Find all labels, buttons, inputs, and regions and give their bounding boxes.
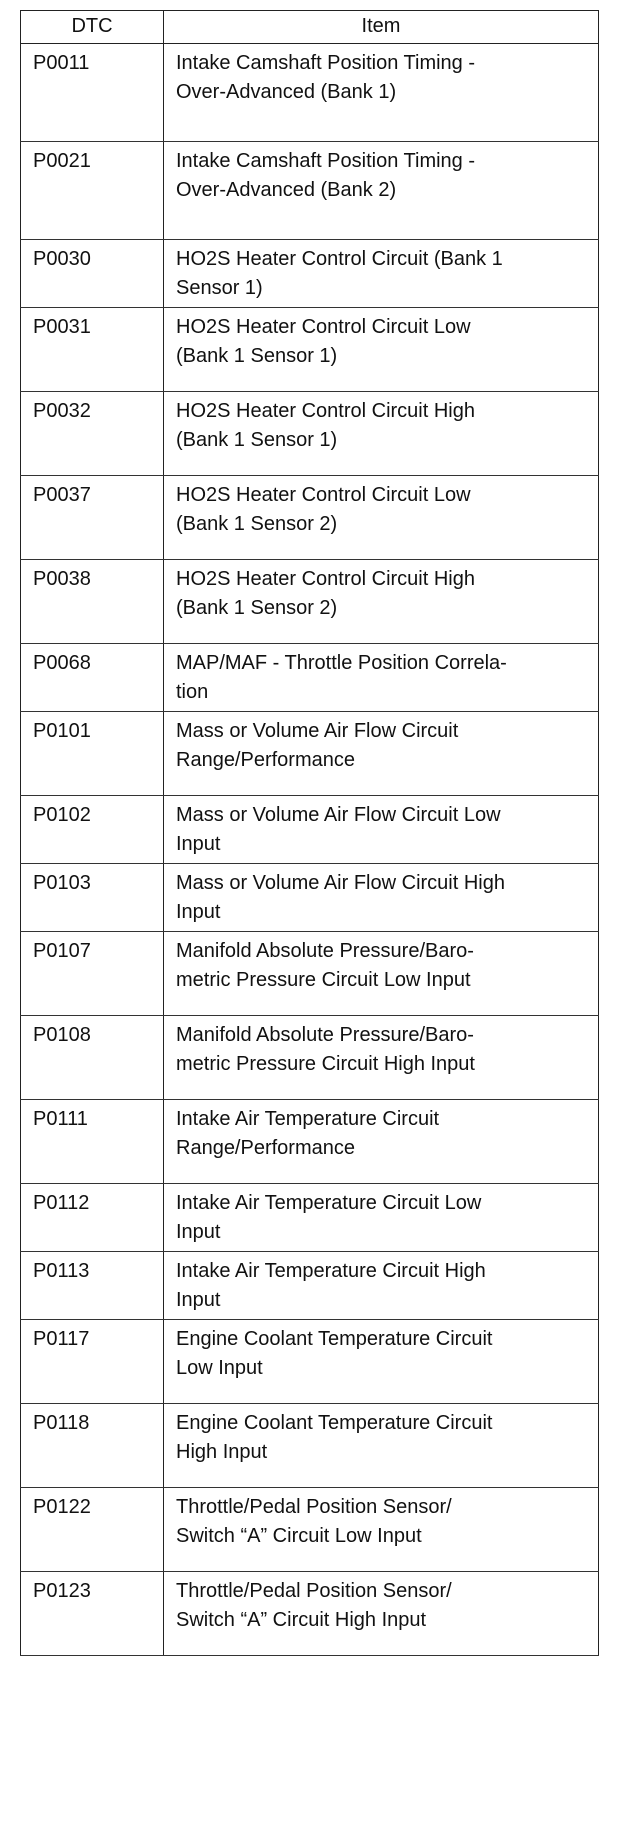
table-row xyxy=(21,1100,599,1184)
item-description-cell xyxy=(164,1488,599,1572)
item-description-cell xyxy=(164,1404,599,1488)
item-description-line: (Bank 1 Sensor 2) xyxy=(176,597,338,619)
dtc-code: P0123 xyxy=(33,1580,91,1602)
item-description-cell xyxy=(164,392,599,476)
item-description-cell xyxy=(164,712,599,796)
table-row xyxy=(21,1016,599,1100)
item-description-line: Intake Camshaft Position Timing - xyxy=(176,52,476,74)
item-description xyxy=(164,712,598,775)
item-description-cell xyxy=(164,864,599,932)
item-description-line: metric Pressure Circuit High Input xyxy=(176,1053,475,1075)
dtc-code-cell xyxy=(21,1184,164,1252)
dtc-code-cell xyxy=(21,1100,164,1184)
dtc-code: P0038 xyxy=(33,568,91,590)
table-row xyxy=(21,560,599,644)
item-description-line: Engine Coolant Temperature Circuit xyxy=(176,1328,493,1350)
dtc-code-cell xyxy=(21,308,164,392)
dtc-code: P0037 xyxy=(33,484,91,506)
item-description-line: HO2S Heater Control Circuit Low xyxy=(176,316,471,338)
dtc-code: P0108 xyxy=(33,1024,91,1046)
item-description-cell xyxy=(164,142,599,240)
dtc-code: P0118 xyxy=(33,1412,90,1434)
item-description xyxy=(164,44,598,107)
item-description-line: Sensor 1) xyxy=(176,277,263,299)
item-description-line: (Bank 1 Sensor 1) xyxy=(176,429,338,451)
item-description-line: Over-Advanced (Bank 2) xyxy=(176,179,397,201)
item-column-header: Item xyxy=(164,11,599,44)
item-description-line: Input xyxy=(176,901,221,923)
item-description xyxy=(164,560,598,623)
table-row xyxy=(21,1320,599,1404)
item-description-line: Intake Air Temperature Circuit xyxy=(176,1108,440,1130)
table-row xyxy=(21,308,599,392)
item-description xyxy=(164,240,598,303)
item-description xyxy=(164,1252,598,1315)
table-row xyxy=(21,796,599,864)
dtc-code: P0103 xyxy=(33,872,91,894)
item-description-cell xyxy=(164,644,599,712)
item-description-line: HO2S Heater Control Circuit High xyxy=(176,568,475,590)
item-description-cell xyxy=(164,796,599,864)
dtc-code-cell xyxy=(21,44,164,142)
item-description-line: HO2S Heater Control Circuit (Bank 1 xyxy=(176,248,503,270)
table-row xyxy=(21,1572,599,1656)
dtc-code-cell xyxy=(21,560,164,644)
dtc-code-cell xyxy=(21,1252,164,1320)
dtc-code-cell xyxy=(21,240,164,308)
dtc-code-cell xyxy=(21,476,164,560)
table-header-row xyxy=(21,11,599,44)
item-description-cell xyxy=(164,1184,599,1252)
item-description-line: MAP/MAF - Throttle Position Correla- xyxy=(176,652,507,674)
item-description-line: Range/Performance xyxy=(176,749,355,771)
item-description-line: Input xyxy=(176,1289,221,1311)
dtc-code-cell xyxy=(21,796,164,864)
dtc-code: P0032 xyxy=(33,400,91,422)
table-row xyxy=(21,864,599,932)
dtc-code-cell xyxy=(21,392,164,476)
item-description-cell xyxy=(164,240,599,308)
item-description-line: Switch “A” Circuit High Input xyxy=(176,1609,427,1631)
item-description-line: Intake Air Temperature Circuit Low xyxy=(176,1192,482,1214)
table-row xyxy=(21,644,599,712)
item-description-line: (Bank 1 Sensor 2) xyxy=(176,513,338,535)
dtc-code: P0101 xyxy=(33,720,91,742)
dtc-code-cell xyxy=(21,1488,164,1572)
table-row xyxy=(21,392,599,476)
dtc-table xyxy=(20,10,599,1656)
item-description-cell xyxy=(164,1320,599,1404)
table-row xyxy=(21,44,599,142)
item-description-line: Intake Camshaft Position Timing - xyxy=(176,150,476,172)
item-description-line: Input xyxy=(176,833,221,855)
item-description xyxy=(164,1572,598,1635)
item-description-cell xyxy=(164,476,599,560)
item-description-line: HO2S Heater Control Circuit High xyxy=(176,400,475,422)
dtc-column-header: DTC xyxy=(21,11,164,44)
dtc-code: P0117 xyxy=(33,1328,90,1350)
item-description xyxy=(164,1320,598,1383)
item-description-line: Throttle/Pedal Position Sensor/ xyxy=(176,1496,452,1518)
item-description-line: Switch “A” Circuit Low Input xyxy=(176,1525,422,1547)
item-description xyxy=(164,932,598,995)
item-description xyxy=(164,1488,598,1551)
item-description-line: Manifold Absolute Pressure/Baro- xyxy=(176,940,474,962)
dtc-code: P0107 xyxy=(33,940,91,962)
dtc-code-cell xyxy=(21,932,164,1016)
item-description-line: Input xyxy=(176,1221,221,1243)
table-row xyxy=(21,142,599,240)
item-description xyxy=(164,476,598,539)
dtc-code-cell xyxy=(21,1320,164,1404)
item-description xyxy=(164,1016,598,1079)
table-row xyxy=(21,932,599,1016)
dtc-code-cell xyxy=(21,864,164,932)
item-description-cell xyxy=(164,44,599,142)
dtc-code-cell xyxy=(21,142,164,240)
table-row xyxy=(21,476,599,560)
item-description xyxy=(164,864,598,927)
item-description-line: Low Input xyxy=(176,1357,263,1379)
table-row xyxy=(21,1488,599,1572)
dtc-code: P0112 xyxy=(33,1192,90,1214)
table-body xyxy=(21,44,599,1656)
dtc-code: P0111 xyxy=(33,1108,88,1130)
item-description-cell xyxy=(164,1572,599,1656)
dtc-code-cell xyxy=(21,712,164,796)
item-description xyxy=(164,1100,598,1163)
dtc-code-cell xyxy=(21,1572,164,1656)
item-description-line: High Input xyxy=(176,1441,268,1463)
item-description xyxy=(164,1184,598,1247)
item-description-line: tion xyxy=(176,681,209,703)
table-row xyxy=(21,1404,599,1488)
dtc-code-cell xyxy=(21,1404,164,1488)
item-description-cell xyxy=(164,1016,599,1100)
table-row xyxy=(21,712,599,796)
table-row xyxy=(21,1252,599,1320)
item-description-line: (Bank 1 Sensor 1) xyxy=(176,345,338,367)
dtc-code: P0102 xyxy=(33,804,91,826)
dtc-code: P0068 xyxy=(33,652,91,674)
item-description-line: Manifold Absolute Pressure/Baro- xyxy=(176,1024,474,1046)
dtc-code-cell xyxy=(21,644,164,712)
dtc-code: P0122 xyxy=(33,1496,91,1518)
item-description-line: HO2S Heater Control Circuit Low xyxy=(176,484,471,506)
item-description-cell xyxy=(164,560,599,644)
item-description-line: Mass or Volume Air Flow Circuit xyxy=(176,720,459,742)
dtc-code-cell xyxy=(21,1016,164,1100)
item-description-line: Intake Air Temperature Circuit High xyxy=(176,1260,486,1282)
item-description-cell xyxy=(164,1100,599,1184)
dtc-code: P0113 xyxy=(33,1260,90,1282)
item-description-line: metric Pressure Circuit Low Input xyxy=(176,969,471,991)
dtc-code: P0031 xyxy=(33,316,91,338)
table-row xyxy=(21,240,599,308)
item-description xyxy=(164,308,598,371)
item-description-cell xyxy=(164,932,599,1016)
item-description-line: Throttle/Pedal Position Sensor/ xyxy=(176,1580,452,1602)
item-description xyxy=(164,142,598,205)
dtc-code: P0011 xyxy=(33,52,90,74)
item-description-line: Mass or Volume Air Flow Circuit Low xyxy=(176,804,501,826)
dtc-code: P0030 xyxy=(33,248,91,270)
table-row xyxy=(21,1184,599,1252)
item-description xyxy=(164,1404,598,1467)
item-description-cell xyxy=(164,1252,599,1320)
item-description-line: Mass or Volume Air Flow Circuit High xyxy=(176,872,505,894)
item-description-line: Range/Performance xyxy=(176,1137,355,1159)
dtc-code: P0021 xyxy=(33,150,91,172)
item-description-cell xyxy=(164,308,599,392)
item-description-line: Over-Advanced (Bank 1) xyxy=(176,81,397,103)
item-description-line: Engine Coolant Temperature Circuit xyxy=(176,1412,493,1434)
item-description xyxy=(164,644,598,707)
item-description xyxy=(164,392,598,455)
item-description xyxy=(164,796,598,859)
